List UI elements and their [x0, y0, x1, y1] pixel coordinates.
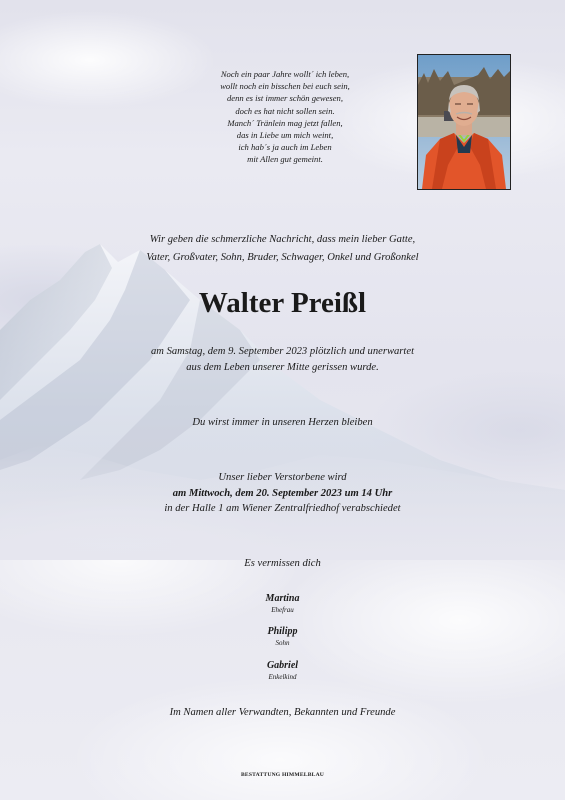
poem-line: Manch´ Tränlein mag jetzt fallen, — [227, 117, 343, 128]
date-line: am Samstag, dem 9. September 2023 plötzlich und unerwartet — [150, 346, 415, 357]
poem — [190, 68, 380, 166]
intro-line: Wir geben die schmerzliche Nachricht, dass mein lieber Gatte, — [149, 234, 416, 245]
funeral-date: am Mittwoch, dem 20. September 2023 um 14 Uhr — [172, 487, 393, 499]
portrait-photo — [417, 54, 511, 190]
funeral-line: Unser lieber Verstorbene wird — [218, 472, 347, 483]
funeral-location: in der Halle 1 am Wiener Zentralfriedhof verabschiedet — [164, 503, 401, 514]
mourner-relation: Sohn — [275, 639, 290, 647]
poem-line: wollt noch ein bisschen bei euch sein, — [220, 81, 350, 92]
intro-line: Vater, Großvater, Sohn, Bruder, Schwager, Onkel und Großonkel — [146, 252, 419, 263]
poem-line: doch es hat nicht sollen sein. — [235, 105, 335, 116]
mourner — [0, 625, 565, 648]
relatives-line: Im Namen aller Verwandten, Bekannten und Freunde — [169, 707, 396, 718]
funeral-info — [0, 470, 565, 517]
poem-line: das in Liebe um mich weint, — [236, 130, 334, 141]
mourner-relation: Enkelkind — [268, 673, 297, 681]
funeral-home-name: BESTATTUNG HIMMELBLAU — [240, 772, 325, 778]
mourner-name: Philipp — [267, 626, 298, 637]
poem-line: Noch ein paar Jahre wollt´ ich leben, — [220, 69, 350, 79]
poem-line: mit Allen gut gemeint. — [247, 154, 323, 165]
mourner — [0, 659, 565, 682]
mourner — [0, 592, 565, 615]
mourner-name: Martina — [265, 593, 300, 604]
death-date-text — [0, 344, 565, 375]
motto: Du wirst immer in unseren Herzen bleiben — [192, 417, 373, 428]
intro-text — [0, 231, 565, 267]
mourner-name: Gabriel — [266, 660, 299, 671]
date-line: aus dem Leben unserer Mitte gerissen wurde. — [186, 361, 379, 373]
missed-heading: Es vermissen dich — [244, 558, 321, 569]
poem-line: denn es ist immer schön gewesen, — [227, 93, 343, 104]
poem-line: ich hab´s ja auch im Leben — [238, 142, 332, 153]
deceased-name: Walter Preißl — [198, 287, 367, 319]
mourner-relation: Ehefrau — [271, 606, 294, 614]
